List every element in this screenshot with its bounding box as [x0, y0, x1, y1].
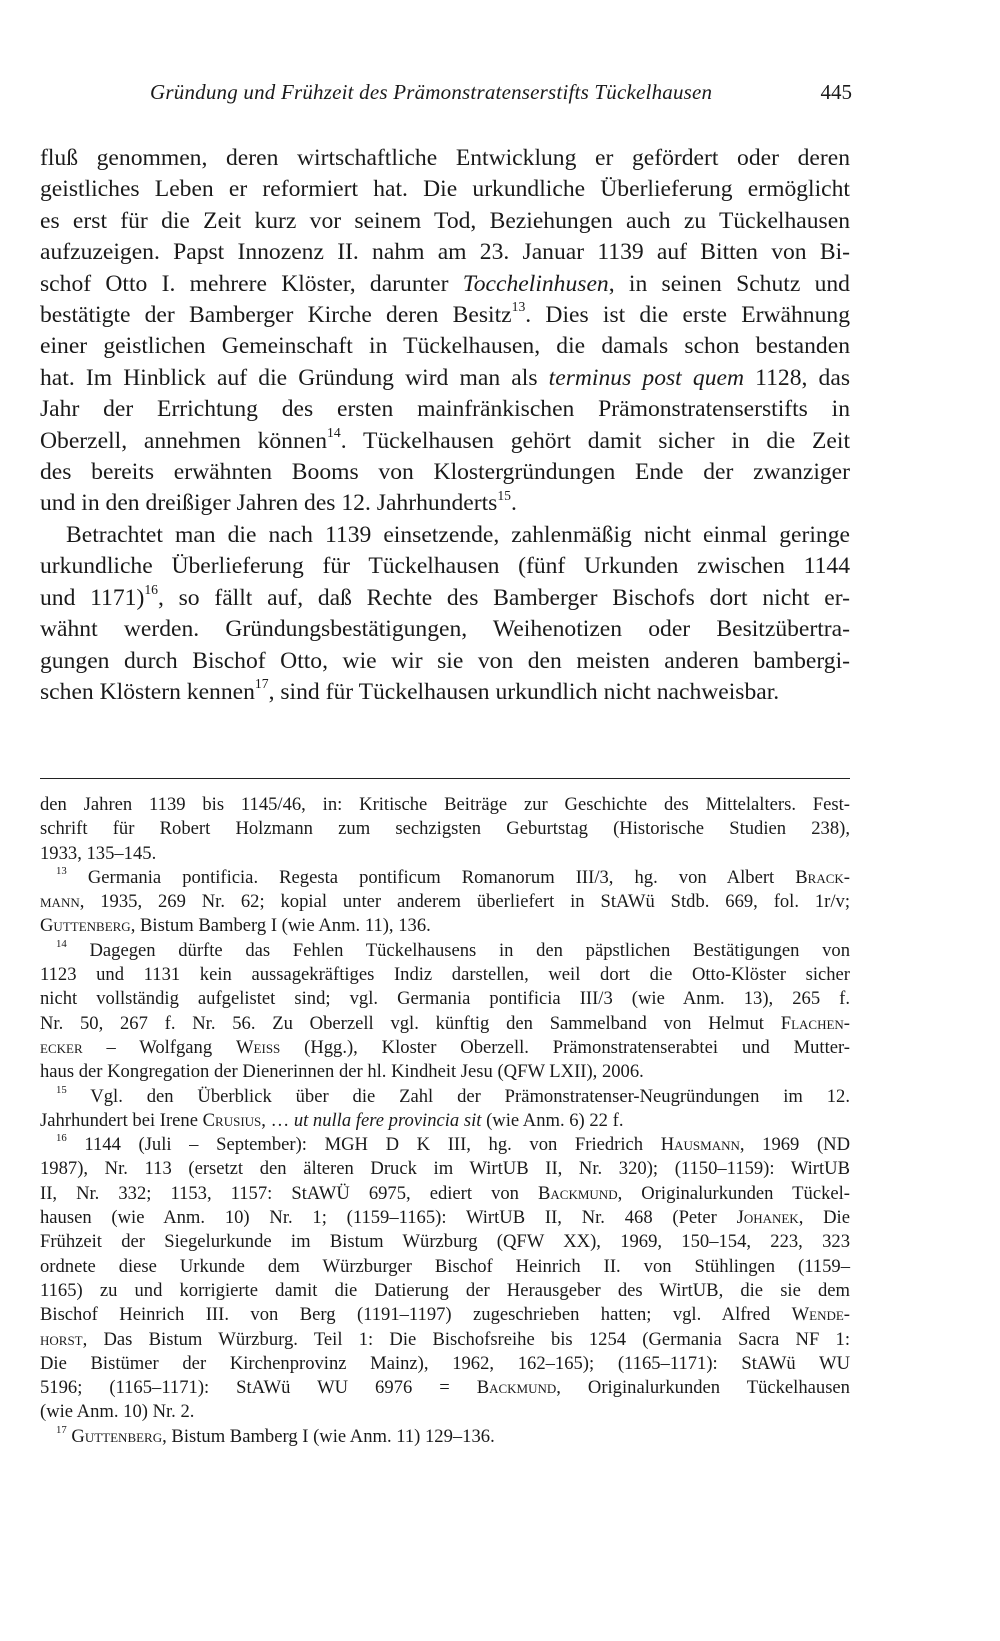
text-line: wähnt werden. Gründungsbestätigungen, Weihenotizen oder Besitzübertra-: [40, 616, 850, 643]
text-run: und in den dreißiger Jahren des 12. Jahrhunderts: [40, 490, 498, 517]
text-run: schof Otto I. mehrere Klöster, darunter: [40, 270, 463, 297]
text-run: Oberzell, annehmen können: [40, 427, 328, 454]
footnote-15: [40, 1085, 850, 1134]
footnote-line: [40, 1133, 850, 1157]
author-name: mann: [40, 891, 80, 913]
text-line: Betrachtet man die nach 1139 einsetzende, zahlenmäßig nicht einmal geringe: [66, 521, 850, 548]
text-line: Jahr der Errichtung des ersten mainfränkischen Prämonstratenserstifts in: [40, 396, 850, 423]
text-run: Vgl. den Überblick über die Zahl der Prämonstratenser-Neugründungen im 12.: [66, 1085, 850, 1107]
footnote-line: [40, 1085, 850, 1109]
text-line: einer geistlichen Gemeinschaft in Tückelhausen, die damals schon bestanden: [40, 333, 850, 360]
text-run: bestätigte der Bamberger Kirche deren Besitz: [40, 302, 512, 329]
footnote-16: [40, 1133, 850, 1425]
footnote-line: [40, 890, 850, 914]
page-number: 445: [820, 80, 852, 104]
text-run: . Tückelhausen gehört damit sicher in die Zeit: [340, 427, 851, 454]
footnote-line: haus der Kongregation der Dienerinnen der hl. Kindheit Jesu (QFW LXII), 2006.: [40, 1061, 644, 1083]
text-run: , 1935, 269 Nr. 62; kopial unter anderem überliefert in StAWü Stdb. 669, fol. 1r/v;: [79, 891, 850, 913]
text-run: , Originalurkunden Tückel-: [617, 1182, 850, 1204]
footnote-line: schrift für Robert Holzmann zum sechzigsten Geburtstag (Historische Studien 238),: [40, 818, 850, 840]
text-run: Dagegen dürfte das Fehlen Tückelhausens in den päpstlichen Bestätigungen von: [66, 939, 850, 961]
footnote-ref-17[interactable]: 17: [254, 676, 269, 691]
author-name: Hausmann: [660, 1134, 740, 1156]
text-line: [40, 363, 850, 394]
text-line: des bereits erwähnten Booms von Klostergründungen Ende der zwanziger: [40, 459, 850, 486]
footnote-13: [40, 866, 850, 939]
footnote-line: [40, 1206, 850, 1230]
footnote-line: 1987), Nr. 113 (ersetzt den älteren Druck im WirtUB II, Nr. 320); (1150–1159): WirtUB: [40, 1158, 850, 1180]
text-run: – Wolfgang: [82, 1036, 236, 1058]
text-run: (wie Anm. 6) 22 f.: [481, 1109, 624, 1131]
footnote-line: den Jahren 1139 bis 1145/46, in: Kritische Beiträge zur Geschichte des Mittelalters. Fest-: [40, 794, 850, 815]
footnote-number: 17: [56, 1423, 67, 1436]
footnote-line: 1123 und 1131 kein aussagekräftiges Indiz darstellen, weil dort die Otto-Klöster sicher: [40, 964, 850, 986]
text-line: gungen durch Bischof Otto, wie wir sie von den meisten anderen bambergi-: [40, 647, 850, 674]
footnote-number: 15: [56, 1083, 67, 1096]
text-line: [40, 488, 850, 519]
footnote-line: (wie Anm. 10) Nr. 2.: [40, 1401, 195, 1423]
text-run: , …: [261, 1109, 294, 1131]
author-name: Guttenberg: [71, 1425, 163, 1447]
italic-term: terminus post quem: [548, 364, 745, 391]
paragraph-1: [40, 143, 850, 520]
text-run: (Hgg.), Kloster Oberzell. Prämonstratenserabtei und Mutter-: [280, 1036, 850, 1058]
footnote-line: [40, 1425, 850, 1449]
text-line: geistliches Leben er reformiert hat. Die urkundliche Überlieferung ermöglicht: [40, 176, 850, 203]
footnote-line: [40, 866, 850, 890]
text-run: , Bistum Bamberg I (wie Anm. 11) 129–136.: [162, 1425, 495, 1447]
text-run: , in seinen Schutz und: [608, 270, 850, 297]
footnote-line: [40, 1036, 850, 1060]
text-line: aufzuzeigen. Papst Innozenz II. nahm am 23. Januar 1139 auf Bitten von Bi-: [40, 239, 850, 266]
footnote-divider: [40, 778, 850, 779]
text-line: [40, 426, 850, 457]
footnote-line: 1165) zu und korrigierte damit die Datierung der Herausgeber des WirtUB, die sie dem: [40, 1279, 850, 1301]
footnote-ref-13[interactable]: 13: [511, 299, 526, 315]
footnote-number: 16: [56, 1132, 67, 1145]
footnote-17: [40, 1425, 850, 1449]
italic-title: ut nulla fere provincia sit: [293, 1109, 482, 1131]
text-run: , Originalurkunden Tückelhausen: [556, 1377, 850, 1399]
text-run: 1144 (Juli – September): MGH D K III, hg. von Friedrich: [66, 1134, 661, 1156]
text-run: , 1969 (ND: [739, 1134, 850, 1156]
author-name: Crusius: [202, 1109, 262, 1131]
footnote-line: [40, 914, 850, 938]
text-line: es erst für die Zeit kurz vor seinem Tod, Beziehungen auch zu Tückelhausen: [40, 207, 850, 234]
footnote-line: [40, 1012, 850, 1036]
author-name: Backmund: [476, 1377, 557, 1399]
footnote-line: Frühzeit der Siegelurkunde im Bistum Würzburg (QFW XX), 1969, 150–154, 223, 323: [40, 1231, 850, 1253]
footnote-line: 1933, 135–145.: [40, 842, 157, 864]
author-name: Johanek: [736, 1207, 799, 1229]
text-line: [40, 269, 850, 300]
text-run: , Die: [798, 1207, 850, 1229]
text-run: , Das Bistum Würzburg. Teil 1: Die Bischofsreihe bis 1254 (Germania Sacra NF 1:: [82, 1328, 850, 1350]
paragraph-2: [40, 520, 850, 708]
text-run: . Dies ist die erste Erwähnung: [525, 302, 850, 329]
text-line: urkundliche Überlieferung für Tückelhausen (fünf Urkunden zwischen 1144: [40, 553, 850, 580]
footnote-line: nicht vollständig aufgelistet sind; vgl. Germania pontificia III/3 (wie Anm. 13), 265 f.: [40, 988, 850, 1010]
text-run: hausen (wie Anm. 10) Nr. 1; (1159–1165): WirtUB II, Nr. 468 (Peter: [40, 1207, 737, 1229]
author-name: Brack-: [795, 866, 850, 888]
italic-placename: Tocchelinhusen: [462, 270, 609, 297]
author-name: Backmund: [538, 1182, 618, 1204]
text-run: , Bistum Bamberg I (wie Anm. 11), 136.: [130, 915, 431, 937]
footnote-14: [40, 939, 850, 1085]
text-line: [40, 583, 850, 614]
footnote-ref-16[interactable]: 16: [144, 581, 158, 597]
text-run: , sind für Tückelhausen urkundlich nicht nachweisbar.: [268, 678, 780, 705]
footnote-line: [40, 1182, 850, 1206]
text-run: und 1171): [40, 584, 145, 611]
author-name: horst: [40, 1328, 83, 1350]
author-name: ecker: [40, 1036, 83, 1058]
footnote-ref-14[interactable]: 14: [327, 424, 341, 440]
text-line: [40, 677, 850, 708]
footnote-line: [40, 1376, 850, 1400]
footnote-line: Die Bistümer der Kirchenprovinz Mainz), 1962, 162–165); (1165–1171): StAWü WU: [40, 1352, 850, 1374]
footnote-line: ordnete diese Urkunde dem Würzburger Bischof Heinrich II. von Stühlingen (1159–: [40, 1255, 850, 1277]
text-run: .: [511, 490, 517, 517]
author-name: Wende-: [791, 1304, 850, 1326]
footnote-continued: [40, 793, 850, 866]
footnote-number: 14: [56, 937, 67, 950]
text-run: 5196; (1165–1171): StAWü WU 6976 =: [40, 1377, 477, 1399]
footnote-line: [40, 939, 850, 963]
running-head: [65, 80, 852, 110]
text-run: Nr. 50, 267 f. Nr. 56. Zu Oberzell vgl. künftig den Sammelband von Helmut: [40, 1012, 781, 1034]
text-run: Bischof Heinrich III. von Berg (1191–1197) zugeschrieben hatten; vgl. Alfred: [40, 1304, 792, 1326]
footnote-line: [40, 1303, 850, 1327]
footnote-ref-15[interactable]: 15: [497, 487, 512, 503]
text-run: , so fällt auf, daß Rechte des Bamberger Bischofs dort nicht er-: [157, 584, 850, 611]
text-run: hat. Im Hinblick auf die Gründung wird man als: [40, 364, 549, 391]
text-run: 1128, das: [744, 364, 850, 391]
text-run: II, Nr. 332; 1153, 1157: StAWÜ 6975, ediert von: [40, 1182, 539, 1204]
running-title: Gründung und Frühzeit des Prämonstratenserstifts Tückelhausen: [150, 80, 713, 104]
author-name: Guttenberg: [40, 915, 131, 937]
author-name: Flachen-: [780, 1012, 850, 1034]
text-run: Germania pontificia. Regesta pontificum Romanorum III/3, hg. von Albert: [66, 866, 796, 888]
footnotes: [40, 793, 850, 1449]
main-text: [40, 143, 850, 708]
footnote-line: [40, 1328, 850, 1352]
footnote-number: 13: [56, 865, 67, 878]
text-run: Jahrhundert bei Irene: [40, 1109, 203, 1131]
author-name: Weiss: [236, 1036, 281, 1058]
text-line: fluß genommen, deren wirtschaftliche Entwicklung er gefördert oder deren: [40, 145, 850, 171]
text-line: [40, 300, 850, 331]
footnote-line: [40, 1109, 850, 1133]
text-run: schen Klöstern kennen: [40, 678, 255, 705]
